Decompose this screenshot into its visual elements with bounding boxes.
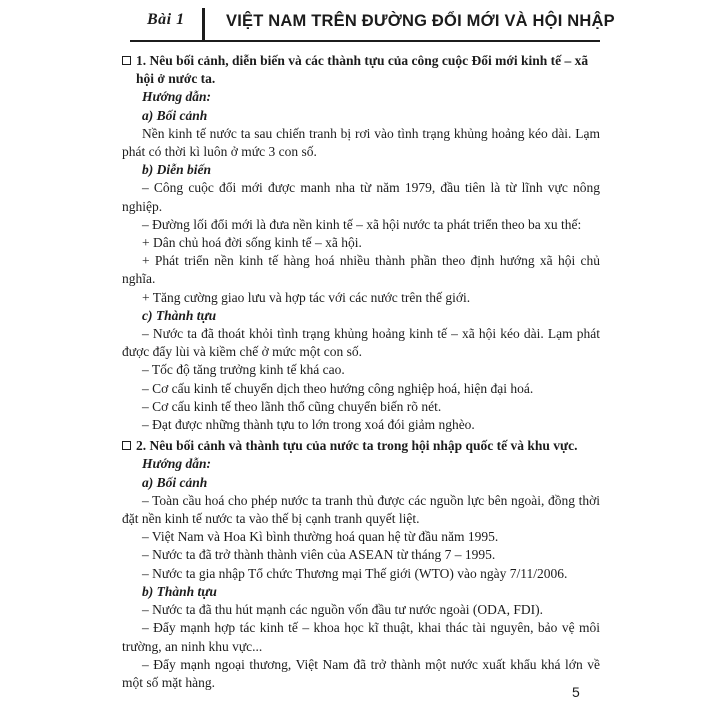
list-item: – Nước ta gia nhập Tổ chức Thương mại Thế giới (WTO) vào ngày 7/11/2006. xyxy=(142,565,568,581)
header-divider xyxy=(202,8,205,41)
list-item: + Phát triển nền kinh tế hàng hoá nhiều thành phần theo định hướng xã hội chủ nghĩa. xyxy=(122,253,600,287)
page-header xyxy=(0,0,720,44)
list-item: – Việt Nam và Hoa Kì bình thường hoá quan hệ từ đầu năm 1995. xyxy=(142,529,499,545)
list-item: – Cơ cấu kinh tế chuyển dịch theo hướng công nghiệp hoá, hiện đại hoá. xyxy=(142,380,534,396)
question-1-text: 1. Nêu bối cảnh, diễn biến và các thành tựu của công cuộc Đổi mới kinh tế – xã hội ở nước ta. xyxy=(136,53,589,87)
section-heading: c) Thành tựu xyxy=(142,307,217,323)
lesson-label: Bài 1 xyxy=(147,11,185,28)
checkbox-square-icon xyxy=(122,56,131,65)
section-heading: a) Bối cảnh xyxy=(142,474,208,490)
list-item: – Đẩy mạnh ngoại thương, Việt Nam đã trở thành một nước xuất khẩu khá lớn về một số mặt hàng. xyxy=(122,656,600,690)
section-heading: b) Diễn biến xyxy=(142,162,211,178)
list-item: – Nước ta đã thu hút mạnh các nguồn vốn đầu tư nước ngoài (ODA, FDI). xyxy=(142,602,544,618)
question-2 xyxy=(122,437,600,455)
guide-label: Hướng dẫn: xyxy=(142,456,211,472)
header-rule xyxy=(130,40,600,42)
paragraph: Nền kinh tế nước ta sau chiến tranh bị rơi vào tình trạng khủng hoảng kéo dài. Lạm phát có thời kì luôn ở mức 3 con số. xyxy=(122,125,600,160)
section-heading: a) Bối cảnh xyxy=(142,107,208,123)
list-item: – Đường lối đổi mới là đưa nền kinh tế – xã hội nước ta phát triển theo ba xu thế: xyxy=(142,216,582,232)
question-2-text: 2. Nêu bối cảnh và thành tựu của nước ta trong hội nhập quốc tế và khu vực. xyxy=(136,438,578,454)
list-item: – Đạt được những thành tựu to lớn trong xoá đói giảm nghèo. xyxy=(142,417,475,433)
question-1 xyxy=(122,52,600,88)
list-item: – Công cuộc đổi mới được manh nha từ năm 1979, đầu tiên là từ lĩnh vực nông nghiệp. xyxy=(122,180,600,214)
list-item: – Toàn cầu hoá cho phép nước ta tranh thủ được các nguồn lực bên ngoài, đồng thời đặt nền kinh tế nước ta vào thế bị cạnh tranh quyết liệt. xyxy=(122,492,600,527)
list-item: – Nước ta đã trở thành thành viên của ASEAN từ tháng 7 – 1995. xyxy=(142,547,496,563)
list-item: – Cơ cấu kinh tế theo lãnh thổ cũng chuyển biến rõ nét. xyxy=(142,398,442,414)
list-item: + Tăng cường giao lưu và hợp tác với các nước trên thế giới. xyxy=(142,289,471,305)
section-heading: b) Thành tựu xyxy=(142,583,217,599)
list-item: – Tốc độ tăng trưởng kinh tế khá cao. xyxy=(142,362,345,378)
list-item: + Dân chủ hoá đời sống kinh tế – xã hội. xyxy=(142,235,362,251)
chapter-title: VIỆT NAM TRÊN ĐƯỜNG ĐỔI MỚI VÀ HỘI NHẬP xyxy=(226,12,615,30)
checkbox-square-icon xyxy=(122,441,131,450)
list-item: – Đẩy mạnh hợp tác kinh tế – khoa học kĩ thuật, khai thác tài nguyên, bảo vệ môi trường, an ninh khu vực... xyxy=(122,620,600,654)
page-number: 5 xyxy=(572,684,580,700)
page-body xyxy=(122,52,600,692)
guide-label: Hướng dẫn: xyxy=(142,89,211,105)
list-item: – Nước ta đã thoát khỏi tình trạng khủng hoảng kinh tế – xã hội kéo dài. Lạm phát được đẩy lùi và kiềm chế ở mức một con số. xyxy=(122,326,600,360)
